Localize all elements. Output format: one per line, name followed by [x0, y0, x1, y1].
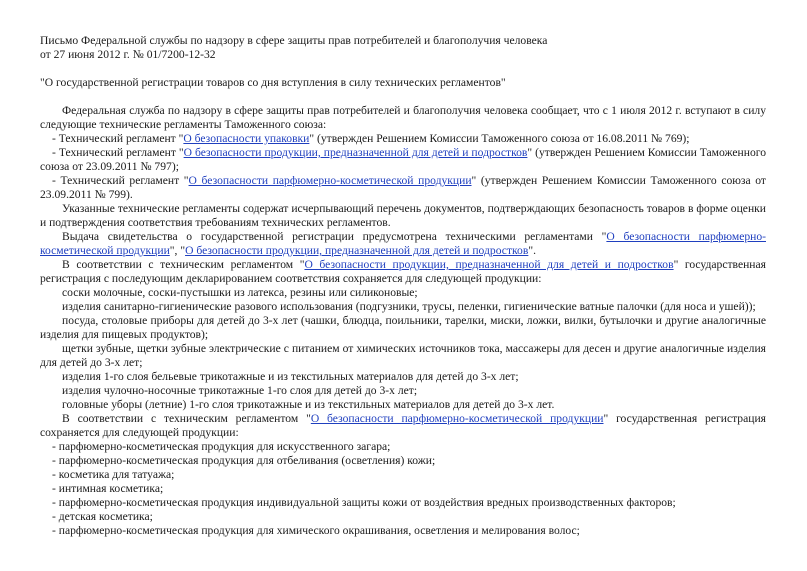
contents-paragraph: Указанные технические регламенты содержат исчерпывающий перечень документов, подтверждающих безопасность товаров в форме оценки и подтверждения соответствия требованиям технических регламентов. — [40, 202, 766, 229]
reg-item-prefix: - Технический регламент " — [52, 174, 189, 187]
link-cosmetics-regulation[interactable]: О безопасности парфюмерно-косметической продукции — [310, 412, 604, 425]
children-list-item: посуда, столовые приборы для детей до 3-х лет (чашки, блюдца, поильники, тарелки, миски, ложки, вилки, бутылочки и другие аналогичные изделия для пищевых продуктов); — [40, 314, 766, 341]
link-cosmetics-regulation[interactable]: О безопасности парфюмерно-косметической продукции — [188, 174, 472, 187]
issue-separator: ", " — [169, 244, 186, 257]
children-paragraph — [40, 258, 766, 286]
reg-item-prefix: - Технический регламент " — [52, 146, 184, 159]
cosmetics-list-item: - парфюмерно-косметическая продукция индивидуальной защиты кожи от воздействия вредных производственных факторов; — [52, 496, 676, 509]
spacer — [40, 90, 766, 104]
cosmetics-prefix: В соответствии с техническим регламентом " — [62, 412, 311, 425]
cosmetics-paragraph — [40, 412, 766, 440]
reg-item-prefix: - Технический регламент " — [52, 132, 184, 145]
reg-item-suffix: " (утвержден Решением Комиссии Таможенного союза от 23.09.2011 № 797); — [40, 146, 766, 173]
link-children-regulation[interactable]: О безопасности продукции, предназначенной для детей и подростков — [183, 146, 528, 159]
cosmetics-suffix: " государственная регистрация сохраняется для следующей продукции: — [40, 412, 766, 439]
cosmetics-list-item: - интимная косметика; — [52, 482, 164, 495]
intro-paragraph: Федеральная служба по надзору в сфере защиты прав потребителей и благополучия человека сообщает, что с 1 июля 2012 г. вступают в силу следующие технические регламенты Таможенного союза: — [40, 104, 766, 131]
letter-header-line-2: от 27 июня 2012 г. № 01/7200-12-32 — [40, 48, 216, 61]
children-list-item: изделия 1-го слоя бельевые трикотажные и из текстильных материалов для детей до 3-х лет; — [62, 370, 519, 383]
children-list-item: изделия санитарно-гигиенические разового использования (подгузники, трусы, пеленки, гигиенические ватные палочки (для носа и ушей)); — [62, 300, 756, 313]
children-prefix: В соответствии с техническим регламентом " — [62, 258, 305, 271]
cosmetics-list-item: - детская косметика; — [52, 510, 153, 523]
link-children-regulation[interactable]: О безопасности продукции, предназначенной для детей и подростков — [304, 258, 674, 271]
issue-suffix: ". — [528, 244, 536, 257]
cosmetics-list-item: - парфюмерно-косметическая продукция для химического окрашивания, осветления и мелирования волос; — [52, 524, 580, 537]
children-suffix: " государственная регистрация с последующим декларированием соответствия сохраняется для следующей продукции: — [40, 258, 766, 285]
spacer — [40, 62, 766, 76]
cosmetics-list-item: - парфюмерно-косметическая продукция для отбеливания (осветления) кожи; — [52, 454, 436, 467]
letter-header-line-1: Письмо Федеральной службы по надзору в сфере защиты прав потребителей и благополучия человека — [40, 34, 548, 47]
children-list-item: головные уборы (летние) 1-го слоя трикотажные и из текстильных материалов для детей до 3-х лет. — [62, 398, 555, 411]
issue-paragraph — [40, 230, 766, 258]
letter-title: "О государственной регистрации товаров со дня вступления в силу технических регламентов" — [40, 76, 506, 89]
link-cosmetics-regulation[interactable]: О безопасности парфюмерно-косметической продукции — [40, 230, 766, 257]
cosmetics-list-item: - парфюмерно-косметическая продукция для искусственного загара; — [52, 440, 391, 453]
link-children-regulation[interactable]: О безопасности продукции, предназначенной для детей и подростков — [185, 244, 529, 257]
link-packaging-regulation[interactable]: О безопасности упаковки — [183, 132, 310, 145]
reg-item-children — [40, 146, 766, 174]
reg-item-packaging — [40, 132, 766, 146]
children-list-item: щетки зубные, щетки зубные электрические с питанием от химических источников тока, массажеры для десен и другие аналогичные изделия для детей до 3-х лет; — [40, 342, 766, 369]
issue-prefix: Выдача свидетельства о государственной регистрации предусмотрена техническими регламентами " — [62, 230, 607, 243]
reg-item-cosmetics — [40, 174, 766, 202]
children-list-item: изделия чулочно-носочные трикотажные 1-го слоя для детей до 3-х лет; — [62, 384, 418, 397]
children-list-item: соски молочные, соски-пустышки из латекса, резины или силиконовые; — [62, 286, 418, 299]
cosmetics-list-item: - косметика для татуажа; — [52, 468, 175, 481]
reg-item-suffix: " (утвержден Решением Комиссии Таможенного союза от 23.09.2011 № 799). — [40, 174, 766, 201]
reg-item-suffix: " (утвержден Решением Комиссии Таможенного союза от 16.08.2011 № 769); — [309, 132, 690, 145]
document-page — [40, 34, 766, 538]
